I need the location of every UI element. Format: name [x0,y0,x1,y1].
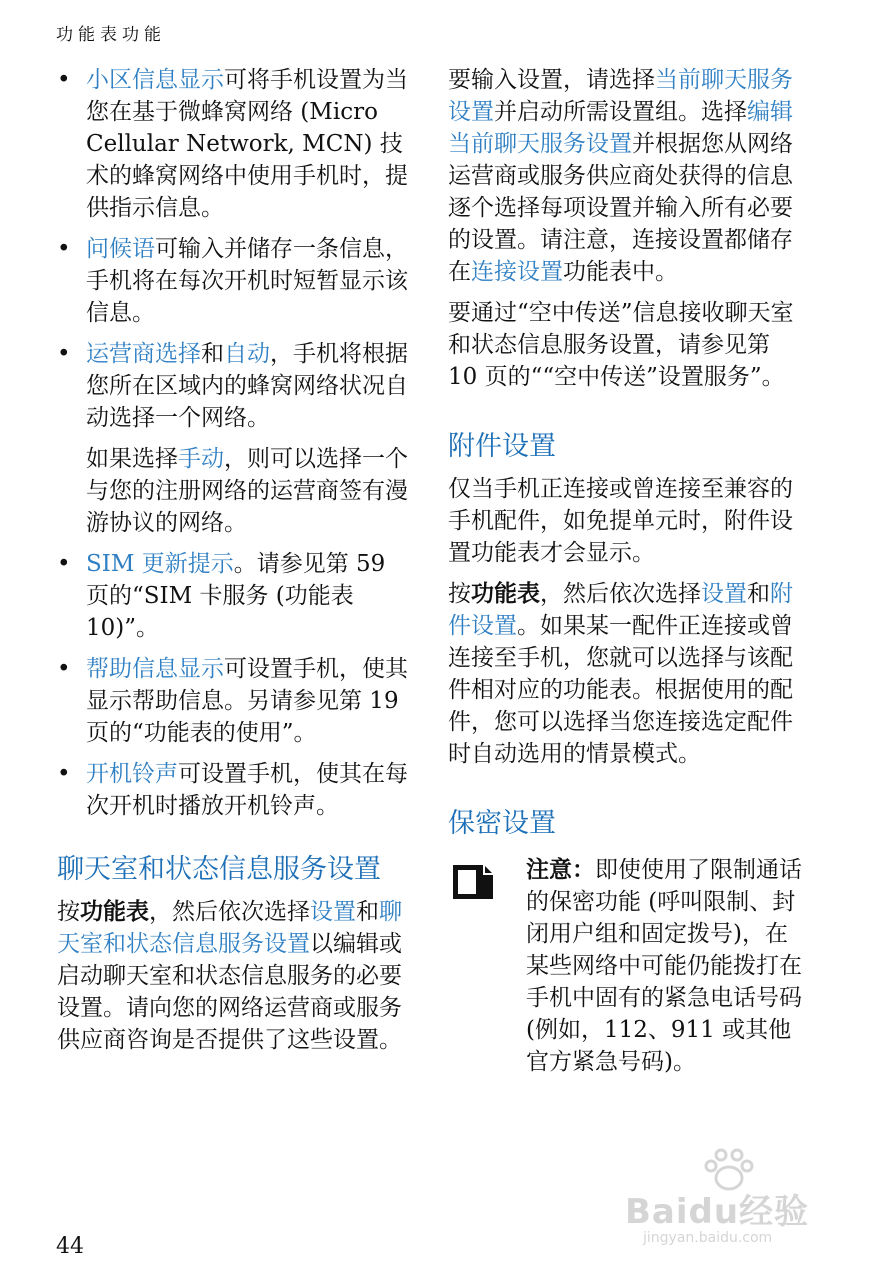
baidu-watermark [625,1148,835,1248]
settings-link[interactable]: 设置 [310,899,356,925]
accessory-paragraph-1: 仅当手机正连接或曾连接至兼容的手机配件，如免提单元时，附件设置功能表才会显示。 [448,476,793,566]
and-text: 和 [356,899,379,925]
page-number: 44 [56,1234,84,1259]
chat-settings-link[interactable]: 聊天室和状态信息服务设置 [57,899,402,957]
press-text: 按 [448,581,471,607]
list-item-text: 可设置手机，使其显示帮助信息。另请参见第 19 页的“功能表的使用”。 [86,656,408,746]
note-icon [450,862,496,902]
accessory-paragraph-rest: 。如果某一配件正连接或曾连接至手机，您就可以选择与该配件相对应的功能表。根据使用的配件，您可以选择当您连接选定配件时自动选用的情景模式。 [448,613,793,767]
then-text: ，然后依次选择 [540,581,701,607]
manual-link[interactable]: 手动 [178,446,224,472]
list-item [57,548,409,644]
watermark-url: jingyan.baidu.com [643,1230,773,1246]
menu-key-label: 功能表 [471,581,540,607]
accessory-paragraph-2 [448,578,804,770]
cont-text-b: 并启动所需设置组。选择 [494,99,747,125]
list-item [57,64,409,224]
cell-info-link[interactable]: 小区信息显示 [86,67,224,93]
chat-paragraph [57,896,409,1056]
cont-text-a: 要输入设置，请选择 [448,67,655,93]
settings-link[interactable]: 设置 [701,581,747,607]
list-item-text: 可将手机设置为当您在基于微蜂窝网络 (Micro Cellular Network, MCN) 技术的蜂窝网络中使用手机时，提供指示信息。 [86,67,408,221]
list-item-text: ，手机将根据您所在区域内的蜂窝网络状况自动选择一个网络。 [86,341,408,431]
chat-paragraph-rest: 以编辑或启动聊天室和状态信息服务的必要设置。请向您的网络运营商或服务供应商咨询是否提供了这些设置。 [57,931,402,1053]
menu-key-label: 功能表 [80,899,149,925]
current-chat-settings-link[interactable]: 当前聊天服务设置 [448,67,793,125]
ota-paragraph: 要通过“空中传送”信息接收聊天室和状态信息服务设置，请参见第 10 页的““空中传送”设置服务”。 [448,300,794,390]
automatic-link[interactable]: 自动 [224,341,270,367]
list-item-connector: 和 [201,341,224,367]
list-item [57,758,409,822]
list-item [57,338,409,434]
accessory-settings-link[interactable]: 附件设置 [448,581,793,639]
right-column [448,64,804,1087]
manual-before: 如果选择 [86,446,178,472]
list-item-text: 可输入并储存一条信息，手机将在每次开机时短暂显示该信息。 [86,236,408,326]
watermark-logo: Baidu经验 [625,1192,810,1232]
note-text [526,854,804,1078]
running-header: 功能表功能 [56,25,166,45]
connection-settings-link[interactable]: 连接设置 [471,259,563,285]
list-item [57,233,409,329]
then-text: ，然后依次选择 [149,899,310,925]
operator-selection-link[interactable]: 运营商选择 [86,341,201,367]
list-item-text: 。请参见第 59 页的“SIM 卡服务 (功能表 10)”。 [86,551,386,641]
and-text: 和 [747,581,770,607]
security-section-heading: 保密设置 [448,808,556,839]
note-body: 即使使用了限制通话的保密功能 (呼叫限制、封闭用户组和固定拨号)，在某些网络中可能仍能拨打在手机中固有的紧急电话号码 (例如，112、911 或其他官方紧急号码)。 [526,857,802,1075]
chat-settings-continued [448,64,804,288]
cont-text-c: 并根据您从网络运营商或服务供应商处获得的信息逐个选择每项设置并输入所有必要的设置。请注意，连接设置都储存在 [448,131,793,285]
press-text: 按 [57,899,80,925]
startup-tone-link[interactable]: 开机铃声 [86,761,178,787]
chat-section-heading: 聊天室和状态信息服务设置 [57,854,381,885]
note-label: 注意： [526,857,595,883]
greeting-link[interactable]: 问候语 [86,236,155,262]
manual-paragraph [57,443,409,539]
left-column [57,64,409,1065]
feature-list [57,64,409,822]
note-block [448,854,804,1078]
accessory-section-heading: 附件设置 [448,431,556,462]
sim-update-link[interactable]: SIM 更新提示 [86,551,234,577]
list-item-text: 可设置手机，使其在每次开机时播放开机铃声。 [86,761,408,819]
help-display-link[interactable]: 帮助信息显示 [86,656,224,682]
list-item [57,653,409,749]
cont-text-d: 功能表中。 [563,259,678,285]
manual-after: ，则可以选择一个与您的注册网络的运营商签有漫游协议的网络。 [86,446,408,536]
edit-chat-settings-link[interactable]: 编辑当前聊天服务设置 [448,99,793,157]
